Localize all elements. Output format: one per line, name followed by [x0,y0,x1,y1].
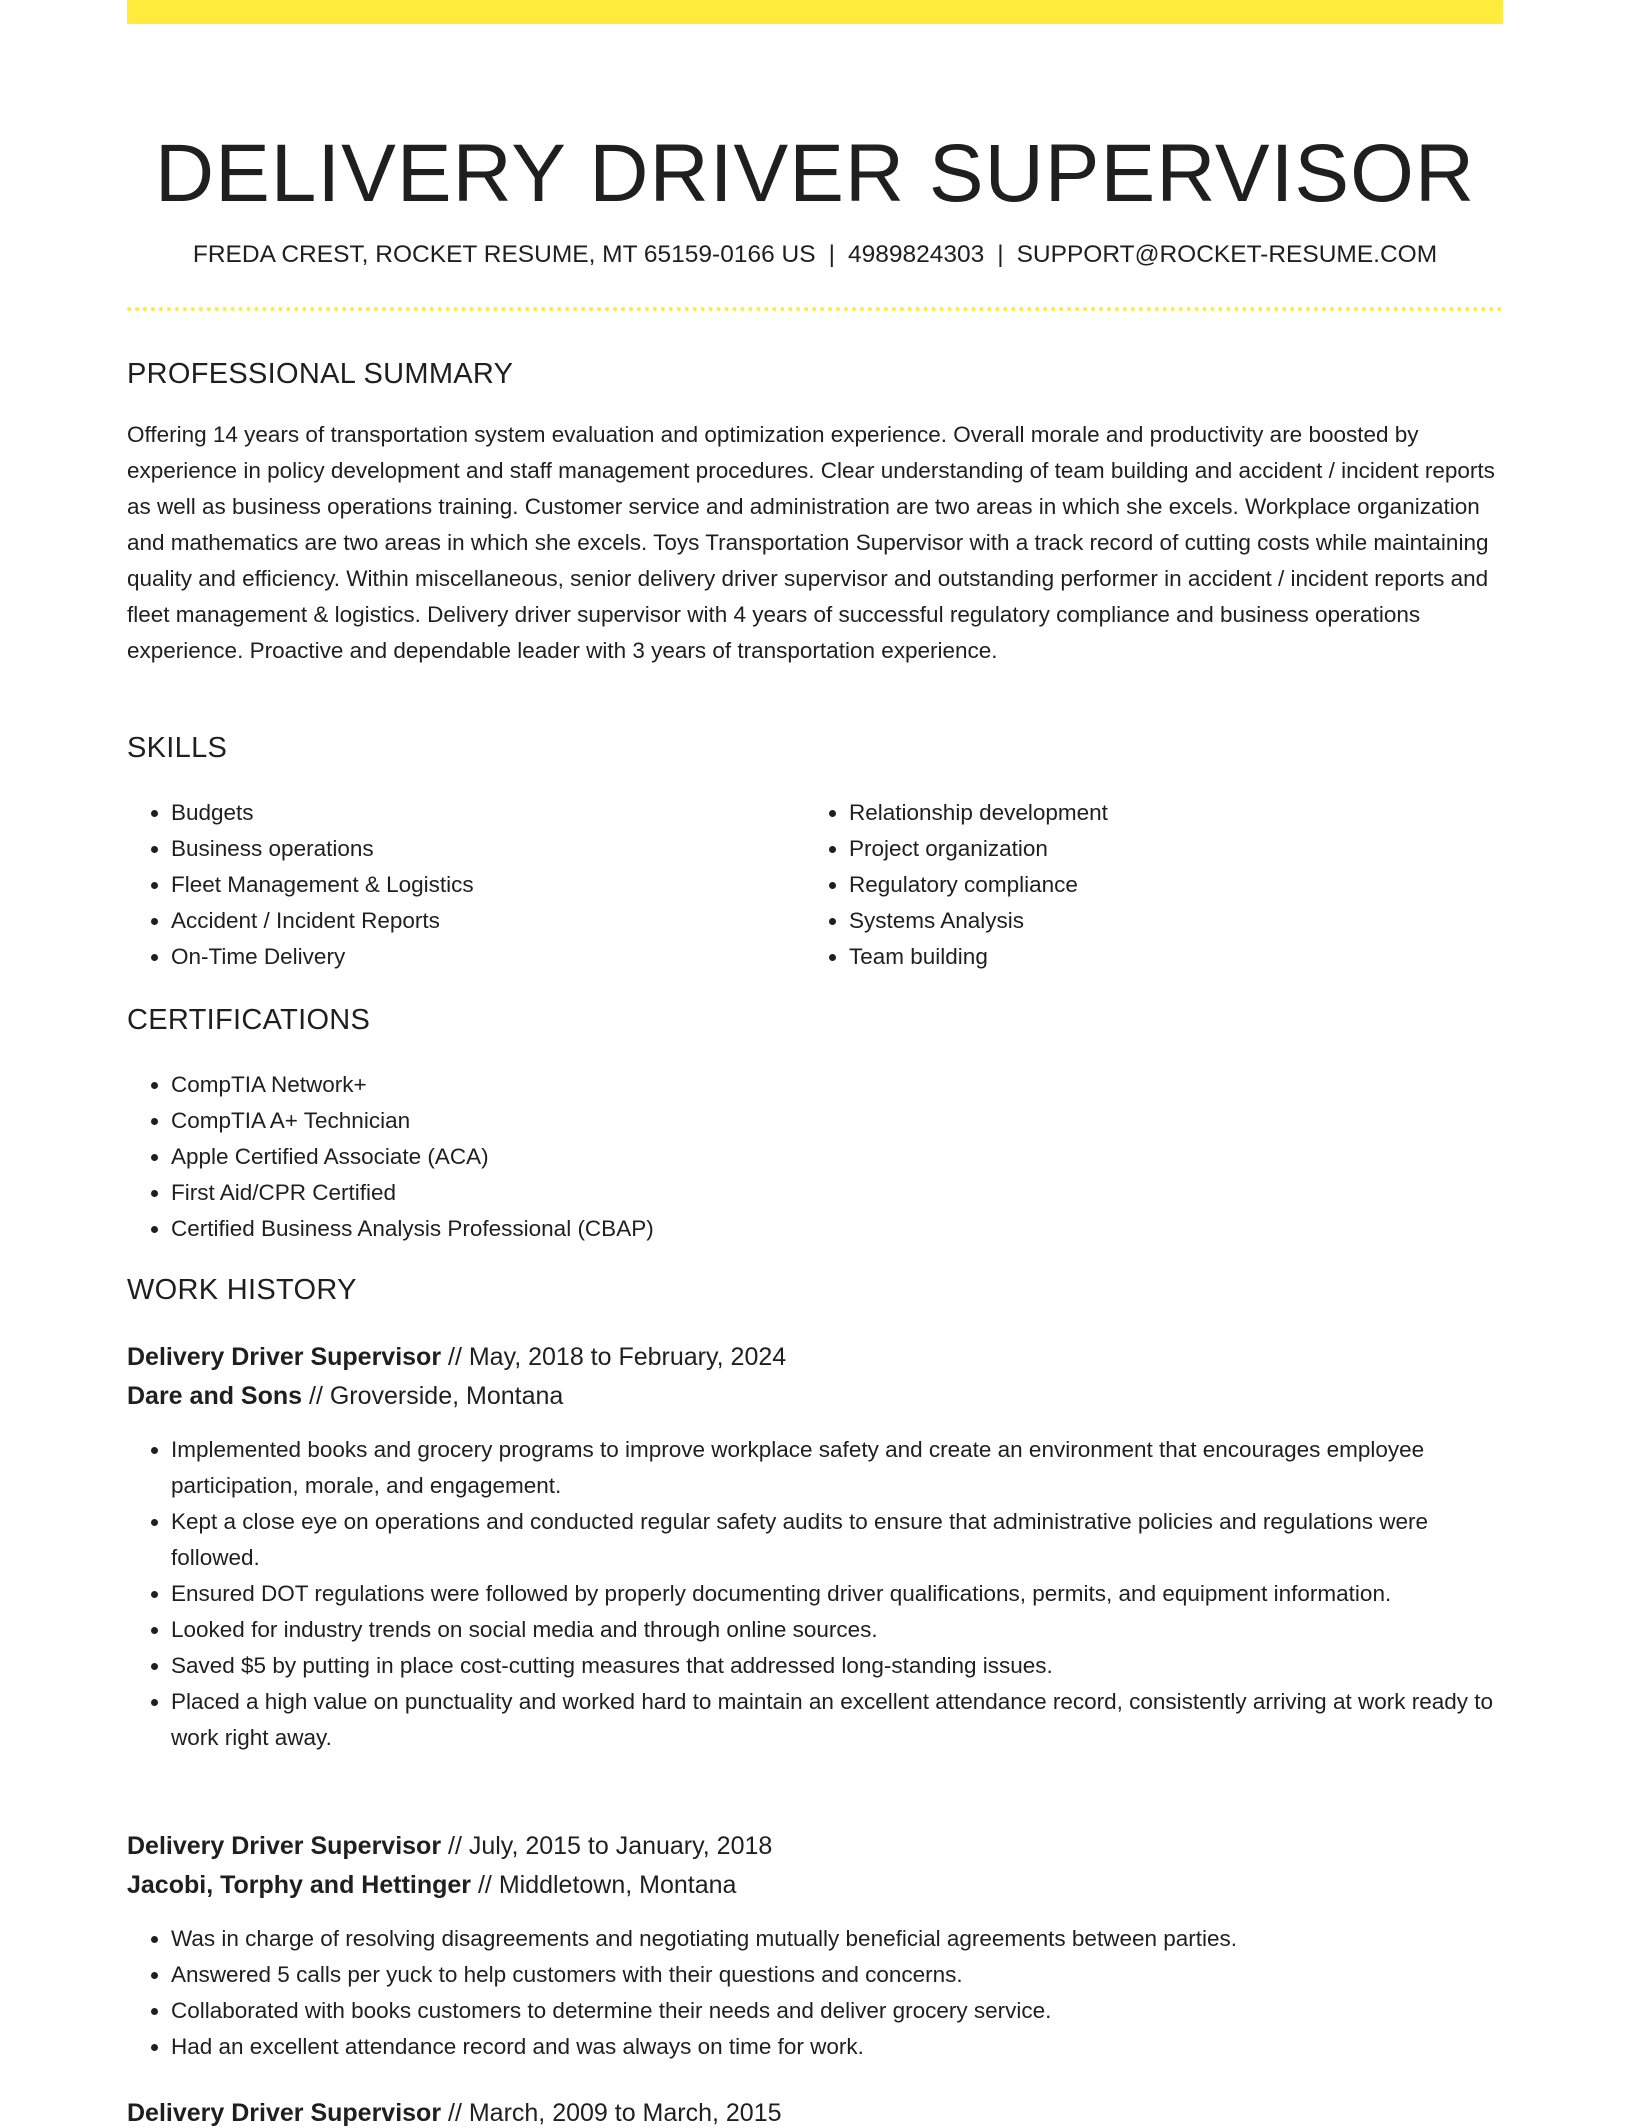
job-dates: // May, 2018 to February, 2024 [441,1343,787,1371]
job-dates: // July, 2015 to January, 2018 [441,1832,773,1860]
skill-item: • Project organization [849,831,1469,867]
top-accent-bar [127,0,1503,24]
job-role: Delivery Driver Supervisor [127,1832,442,1860]
certification-item: • CompTIA Network+ [171,1067,1471,1103]
certification-item: • Apple Certified Associate (ACA) [171,1139,1471,1175]
skills-list-left [127,795,791,975]
job-bullet: • Looked for industry trends on social media and through online sources. [171,1612,1511,1648]
job-bullets [127,1432,1511,1756]
job-bullet: • Collaborated with books customers to determine their needs and deliver grocery service. [171,1993,1511,2029]
certifications-heading: CERTIFICATIONS [127,1004,371,1036]
job-bullet: • Had an excellent attendance record and was always on time for work. [171,2029,1511,2065]
job-bullet: • Placed a high value on punctuality and worked hard to maintain an excellent attendance record, consistently arriving at work ready to work right away. [171,1684,1511,1756]
job-dates: // March, 2009 to March, 2015 [441,2099,782,2127]
header-divider [127,307,1503,311]
certification-item: • First Aid/CPR Certified [171,1175,1471,1211]
job-bullets [127,1921,1511,2065]
job-title-line [127,1342,786,1372]
job-location: // Groverside, Montana [302,1382,564,1410]
contact-line [127,240,1503,270]
job-bullet: • Implemented books and grocery programs to improve workplace safety and create an environment that encourages employee participation, morale, and engagement. [171,1432,1511,1504]
job-company: Dare and Sons [127,1382,303,1410]
job-company-line [127,1870,736,1900]
job-bullet: • Kept a close eye on operations and conducted regular safety audits to ensure that administrative policies and regulations were followed. [171,1504,1511,1576]
contact-phone: 4989824303 [847,241,985,268]
resume-name: DELIVERY DRIVER SUPERVISOR [154,127,1476,219]
skill-item: • Systems Analysis [849,903,1469,939]
contact-address: FREDA CREST, ROCKET RESUME, MT 65159-0166 US [192,241,816,268]
job-company: Jacobi, Torphy and Hettinger [127,1871,472,1899]
job-bullet: • Saved $5 by putting in place cost-cutting measures that addressed long-standing issues. [171,1648,1511,1684]
job-location: // Middletown, Montana [471,1871,737,1899]
summary-heading: PROFESSIONAL SUMMARY [127,358,514,390]
skill-item: • Relationship development [849,795,1469,831]
skill-item: • Accident / Incident Reports [171,903,791,939]
job-title-line [127,1831,772,1861]
job-bullet: • Was in charge of resolving disagreements and negotiating mutually beneficial agreements between parties. [171,1921,1511,1957]
skill-item: • Team building [849,939,1469,975]
certification-item: • CompTIA A+ Technician [171,1103,1471,1139]
certifications-list [127,1067,1471,1247]
skill-item: • Fleet Management & Logistics [171,867,791,903]
contact-email: SUPPORT@ROCKET-RESUME.COM [1016,241,1438,268]
job-role: Delivery Driver Supervisor [127,1343,442,1371]
summary-text: Offering 14 years of transportation system evaluation and optimization experience. Overall morale and productivity are boosted by experience in policy development and staff management procedures. Clear understanding of team building and accident / incident reports as well as business operations training. Customer service and administration are two areas in which she excels. Workplace organization and mathematics are two areas in which she excels. Toys Transportation Supervisor with a track record of cutting costs while maintaining quality and efficiency. Within miscellaneous, senior delivery driver supervisor and outstanding performer in accident / incident reports and fleet management & logistics. Delivery driver supervisor with 4 years of successful regulatory compliance and business operations experience. Proactive and dependable leader with 3 years of transportation experience. [127,422,1495,663]
job-company-line [127,1381,563,1411]
skill-item: • Budgets [171,795,791,831]
job-bullet: • Ensured DOT regulations were followed by properly documenting driver qualifications, permits, and equipment information. [171,1576,1511,1612]
work-history-heading: WORK HISTORY [127,1274,357,1306]
skill-item: • Regulatory compliance [849,867,1469,903]
skill-item: • On-Time Delivery [171,939,791,975]
contact-separator: | [997,241,1004,268]
skills-list-right [805,795,1469,975]
skill-item: • Business operations [171,831,791,867]
job-title-line [127,2098,782,2128]
contact-separator: | [828,241,835,268]
skills-heading: SKILLS [127,732,228,764]
job-role: Delivery Driver Supervisor [127,2099,442,2127]
job-bullet: • Answered 5 calls per yuck to help customers with their questions and concerns. [171,1957,1511,1993]
certification-item: • Certified Business Analysis Professional (CBAP) [171,1211,1471,1247]
